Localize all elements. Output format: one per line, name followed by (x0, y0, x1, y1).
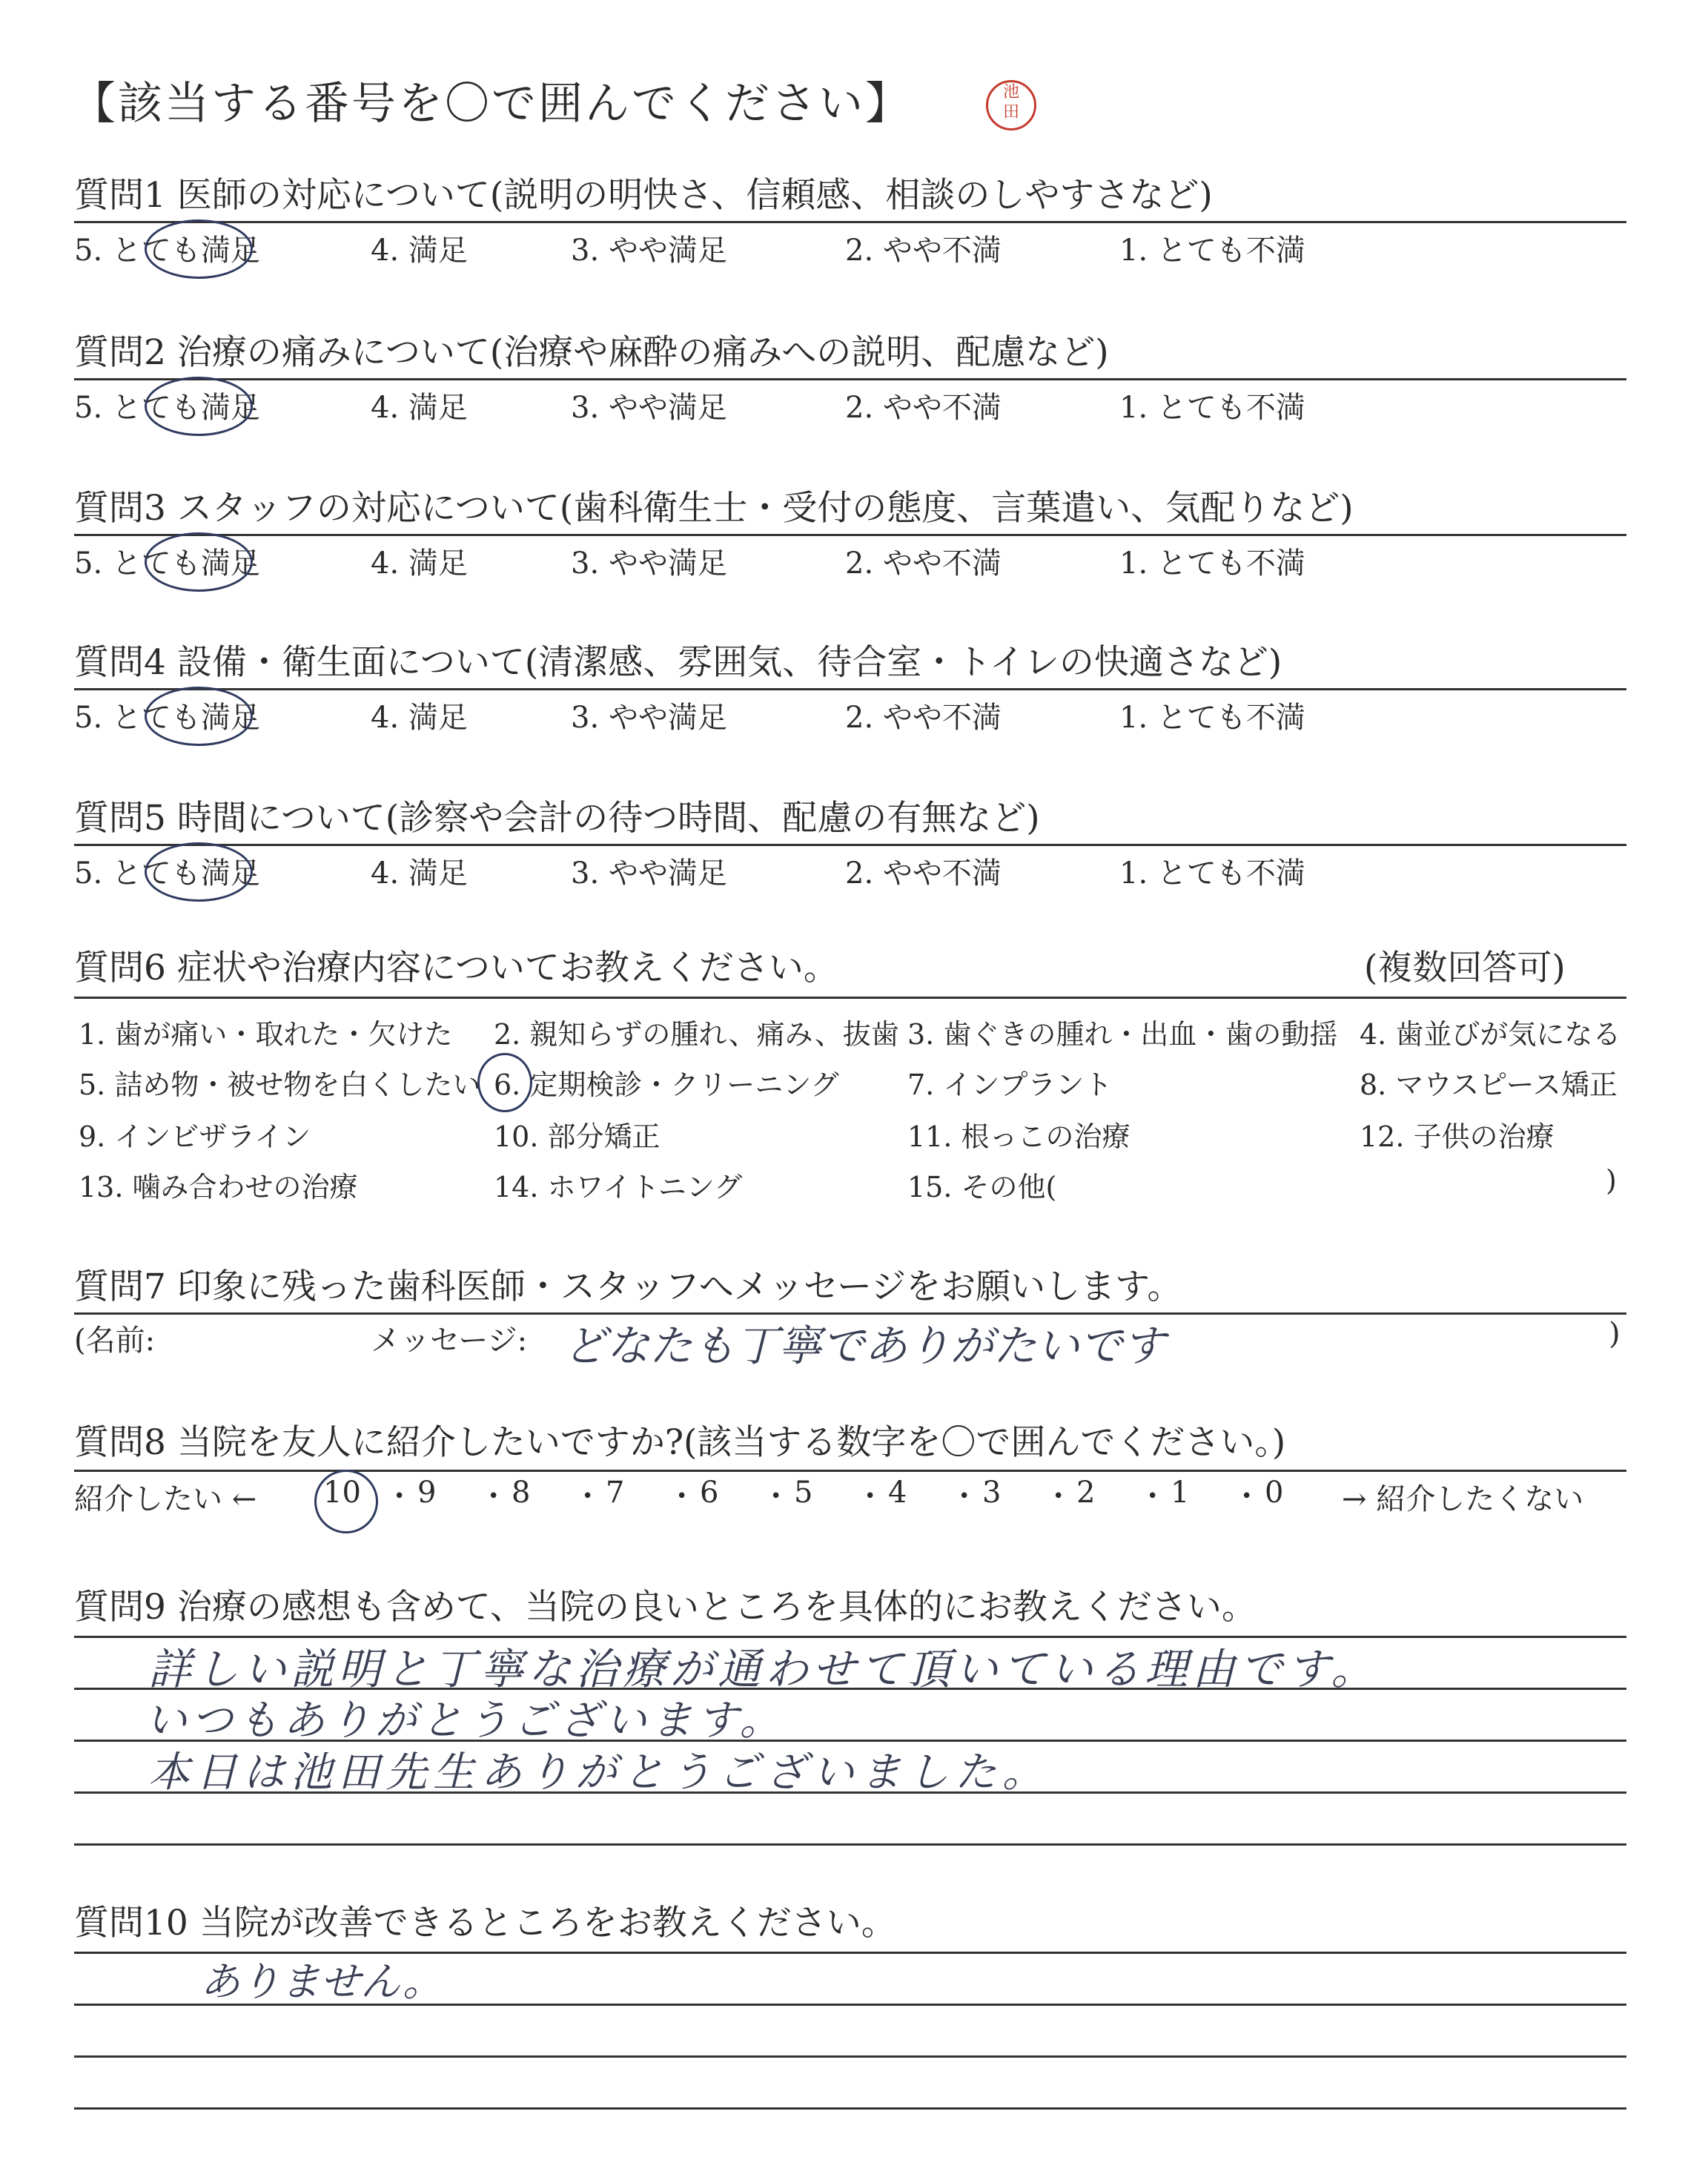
answer-line (74, 2107, 1626, 2110)
symptom-option[interactable]: 3. 歯ぐきの腫れ・出血・歯の動揺 (907, 1018, 1338, 1051)
rating-option[interactable]: 4. 満足 (371, 701, 468, 735)
scale-number[interactable]: 5 (794, 1476, 813, 1510)
scale-number[interactable]: 8 (512, 1476, 531, 1510)
multi-answer-note: (複数回答可) (1364, 948, 1566, 988)
hanko-stamp: 池 田 (986, 80, 1036, 131)
scale-separator: • (959, 1485, 970, 1507)
rating-option[interactable]: 2. やや不満 (845, 234, 1002, 268)
answer-circle[interactable] (477, 1053, 532, 1112)
scale-separator: • (394, 1485, 406, 1507)
rating-option[interactable]: 1. とても不満 (1119, 546, 1305, 581)
scale-separator: • (864, 1485, 876, 1507)
rating-option[interactable]: 5. とても満足 (74, 234, 260, 268)
symptom-option[interactable]: ) (1606, 1164, 1617, 1197)
rating-option[interactable]: 2. やや不満 (845, 391, 1002, 425)
handwritten-answer[interactable]: いつもありがとうございます。 (145, 1697, 786, 1745)
rating-option[interactable]: 2. やや不満 (845, 546, 1002, 581)
question-title: 質問5 時間について(診察や会計の待つ時間、配慮の有無など) (74, 798, 1040, 839)
symptom-option[interactable]: 4. 歯並びが気になる (1360, 1018, 1621, 1051)
question-title: 質問3 スタッフの対応について(歯科衛生士・受付の態度、言葉遣い、気配りなど) (74, 488, 1354, 529)
question-title: 質問7 印象に残った歯科医師・スタッフへメッセージをお願いします。 (74, 1266, 1182, 1307)
rating-option[interactable]: 4. 満足 (371, 234, 468, 268)
scale-separator: • (1241, 1485, 1253, 1507)
rating-option[interactable]: 2. やや不満 (845, 856, 1002, 891)
scale-separator: • (676, 1485, 688, 1507)
rating-option[interactable]: 3. やや満足 (571, 701, 727, 735)
page-title: 【該当する番号を〇で囲んでください】 (71, 78, 912, 130)
scale-number[interactable]: 3 (982, 1476, 1002, 1510)
rating-option[interactable]: 5. とても満足 (74, 856, 260, 891)
rating-option[interactable]: 5. とても満足 (74, 546, 260, 581)
rating-option[interactable]: 1. とても不満 (1119, 234, 1305, 268)
question-title: 質問4 設備・衛生面について(清潔感、雰囲気、待合室・トイレの快適さなど) (74, 642, 1282, 683)
symptom-option[interactable]: 5. 詰め物・被せ物を白くしたい (79, 1069, 481, 1101)
symptom-option[interactable]: 7. インプラント (907, 1069, 1113, 1101)
answer-circle[interactable] (145, 377, 253, 436)
symptom-option[interactable]: 13. 噛み合わせの治療 (79, 1171, 358, 1203)
name-label: (名前: (74, 1324, 156, 1358)
answer-circle[interactable] (145, 532, 253, 592)
scale-separator: • (1053, 1485, 1065, 1507)
rating-option[interactable]: 3. やや満足 (571, 546, 727, 581)
question-underline (74, 378, 1626, 380)
rating-option[interactable]: 4. 満足 (371, 856, 468, 891)
answer-circle[interactable] (145, 219, 253, 279)
scale-number[interactable]: 1 (1171, 1476, 1190, 1510)
recommend-label: 紹介したい ← (74, 1482, 257, 1516)
question-underline (74, 844, 1626, 846)
symptom-option[interactable]: 1. 歯が痛い・取れた・欠けた (79, 1018, 453, 1051)
not-recommend-label: → 紹介したくない (1342, 1482, 1584, 1516)
rating-option[interactable]: 5. とても満足 (74, 701, 260, 735)
scale-number[interactable]: 0 (1265, 1476, 1284, 1510)
question-title: 質問2 治療の痛みについて(治療や麻酔の痛みへの説明、配慮など) (74, 332, 1109, 373)
scale-number[interactable]: 9 (417, 1476, 437, 1510)
answer-circle[interactable] (145, 687, 253, 746)
rating-option[interactable]: 4. 満足 (371, 391, 468, 425)
rating-option[interactable]: 4. 満足 (371, 546, 468, 581)
rating-option[interactable]: 1. とても不満 (1119, 856, 1305, 891)
scale-number[interactable]: 4 (888, 1476, 907, 1510)
symptom-option[interactable]: 14. ホワイトニング (494, 1171, 743, 1203)
scale-separator: • (488, 1485, 500, 1507)
question-underline (74, 997, 1626, 999)
symptom-option[interactable]: 12. 子供の治療 (1360, 1120, 1555, 1153)
message-label: メッセージ: (371, 1324, 528, 1358)
answer-line (74, 1843, 1626, 1846)
handwritten-answer[interactable]: 詳しい説明と丁寧な治療が通わせて頂いている理由です。 (148, 1644, 1379, 1694)
rating-option[interactable]: 1. とても不満 (1119, 701, 1305, 735)
question-title: 質問1 医師の対応について(説明の明快さ、信頼感、相談のしやすさなど) (74, 175, 1213, 216)
symptom-option[interactable]: 15. その他( (907, 1171, 1057, 1203)
question-underline (74, 688, 1626, 690)
rating-option[interactable]: 3. やや満足 (571, 234, 727, 268)
scale-number[interactable]: 7 (606, 1476, 625, 1510)
scale-separator: • (582, 1485, 594, 1507)
question-title: 質問8 当院を友人に紹介したいですか?(該当する数字を〇で囲んでください。) (74, 1422, 1286, 1463)
scale-separator: • (770, 1485, 782, 1507)
symptom-option[interactable]: 11. 根っこの治療 (907, 1120, 1131, 1153)
question-underline (74, 221, 1626, 223)
rating-option[interactable]: 5. とても満足 (74, 391, 260, 425)
answer-circle[interactable] (145, 842, 253, 902)
rating-option[interactable]: 3. やや満足 (571, 856, 727, 891)
handwritten-message[interactable]: どなたも丁寧でありがたいです (563, 1321, 1166, 1371)
scale-number[interactable]: 2 (1076, 1476, 1096, 1510)
close-paren: ) (1609, 1317, 1621, 1351)
handwritten-answer[interactable]: ありません。 (200, 1958, 443, 2005)
question-title: 質問9 治療の感想も含めて、当院の良いところを具体的にお教えください。 (74, 1587, 1257, 1628)
answer-line (74, 2055, 1626, 2058)
symptom-option[interactable]: 10. 部分矯正 (494, 1120, 661, 1153)
symptom-option[interactable]: 2. 親知らずの腫れ、痛み、抜歯 (494, 1018, 899, 1051)
scale-separator: • (1147, 1485, 1159, 1507)
rating-option[interactable]: 2. やや不満 (845, 701, 1002, 735)
answer-circle[interactable] (314, 1470, 378, 1533)
question-title: 質問6 症状や治療内容についてお教えください。 (74, 948, 838, 988)
rating-option[interactable]: 3. やや満足 (571, 391, 727, 425)
scale-number[interactable]: 10 (323, 1476, 361, 1510)
question-underline (74, 1470, 1626, 1472)
symptom-option[interactable]: 6. 定期検診・クリーニング (494, 1069, 839, 1101)
symptom-option[interactable]: 8. マウスピース矯正 (1360, 1069, 1618, 1101)
rating-option[interactable]: 1. とても不満 (1119, 391, 1305, 425)
scale-number[interactable]: 6 (700, 1476, 719, 1510)
question-title: 質問10 当院が改善できるところをお教えください。 (74, 1903, 896, 1943)
symptom-option[interactable]: 9. インビザライン (79, 1120, 311, 1153)
question-underline (74, 534, 1626, 536)
handwritten-answer[interactable]: 本日は池田先生ありがとうございました。 (148, 1748, 1050, 1797)
